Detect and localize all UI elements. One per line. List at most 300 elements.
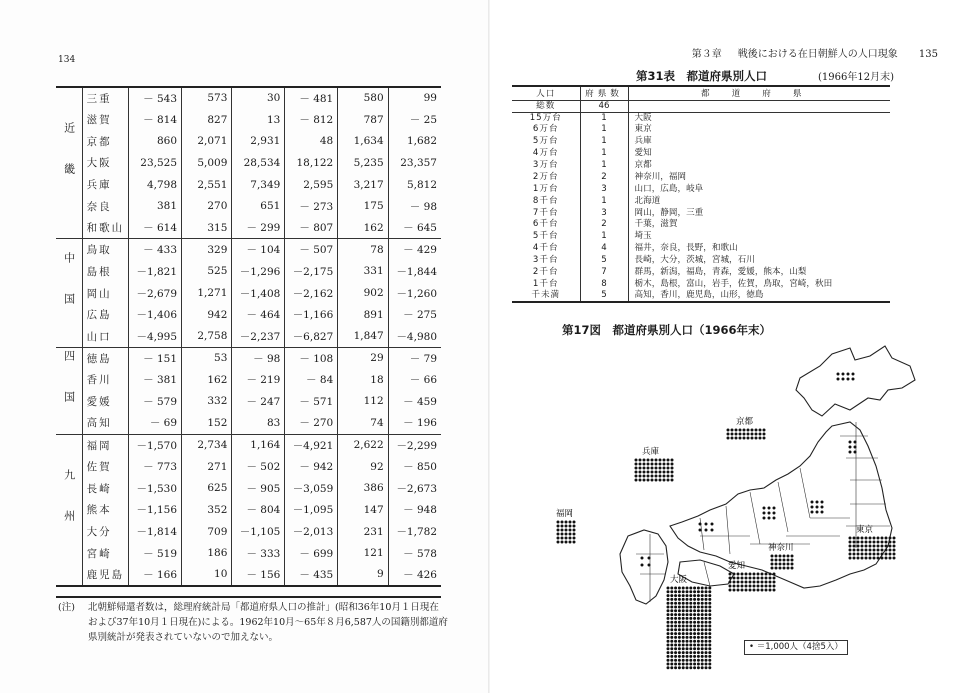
- value-cell: －1,156: [129, 499, 182, 521]
- dot-hyogo: [639, 467, 642, 470]
- chapter-title: 戦後における在日朝鮮人の人口現象: [737, 49, 898, 60]
- dot-aichi: [733, 581, 736, 584]
- dot-fukuoka: [565, 525, 568, 528]
- dot-osaka: [678, 606, 681, 609]
- dot-chugoku: [699, 529, 702, 532]
- dot-aichi: [749, 585, 752, 588]
- dot-gifu: [763, 512, 766, 515]
- dot-hyogo: [651, 459, 654, 462]
- dot-chubu: [811, 501, 814, 504]
- dot-osaka: [689, 594, 692, 597]
- dot-chubu: [821, 501, 824, 504]
- dot-tokyo: [865, 549, 868, 552]
- dot-osaka: [682, 613, 685, 616]
- table-row: [56, 521, 441, 543]
- table31-row: [512, 278, 890, 290]
- value-cell: － 273: [285, 195, 338, 217]
- table-row: [56, 174, 441, 196]
- dot-fukuoka: [557, 541, 560, 544]
- value-cell: －1,814: [129, 521, 182, 543]
- prefecture-cell: 高知: [82, 412, 129, 434]
- dot-kanagawa: [791, 567, 794, 570]
- dot-osaka: [678, 655, 681, 658]
- value-cell: 83: [232, 412, 285, 434]
- dot-fukuoka: [565, 541, 568, 544]
- dot-osaka: [705, 666, 708, 669]
- table31-row: [512, 207, 890, 219]
- dot-osaka: [667, 628, 670, 631]
- value-cell: －4,995: [129, 326, 182, 348]
- note-text: 北朝鮮帰還者数は，総理府統計局「都道府県人口の推計」(昭和36年10月１日現在および37年10月１日現在)による。1962年10月～65年８月6,587人の国籍別都道府県別統計が発表されていないので加えない。: [88, 602, 448, 643]
- dot-osaka: [682, 636, 685, 639]
- dot-tokyo: [849, 553, 852, 556]
- table31-prefs-cell: 群馬，新潟，福島，青森，愛媛，熊本，山梨: [634, 267, 807, 278]
- table-row: [56, 152, 441, 174]
- dot-fukuoka: [573, 525, 576, 528]
- dot-osaka: [686, 632, 689, 635]
- value-cell: 23,357: [400, 156, 437, 169]
- dot-hyogo: [635, 475, 638, 478]
- dot-osaka: [678, 632, 681, 635]
- table31-label-cell: 千未満: [512, 290, 580, 302]
- dot-osaka: [682, 609, 685, 612]
- dot-osaka: [670, 666, 673, 669]
- dot-osaka: [708, 640, 711, 643]
- table31-row: [512, 267, 890, 279]
- dot-tokyo: [861, 537, 864, 540]
- table-row: [56, 109, 441, 131]
- dot-kyoto: [751, 433, 754, 436]
- dot-kanagawa: [791, 563, 794, 566]
- value-cell: 1,682: [406, 135, 437, 148]
- dot-osaka: [689, 606, 692, 609]
- dot-osaka: [674, 613, 677, 616]
- dot-osaka: [667, 617, 670, 620]
- dot-tokyo: [889, 545, 892, 548]
- table-row: [56, 239, 441, 261]
- value-cell: －1,406: [129, 304, 182, 326]
- dot-kanagawa: [787, 555, 790, 558]
- japan-dot-map: [550, 318, 980, 688]
- dot-tokyo: [861, 553, 864, 556]
- table31-prefs-cell: 長崎，大分，茨城，宮城，石川: [634, 255, 755, 266]
- dot-aichi: [773, 585, 776, 588]
- value-cell: 162: [338, 217, 388, 239]
- table31-label-cell: 5万台: [512, 136, 580, 148]
- dot-osaka: [689, 659, 692, 662]
- value-cell: 651: [232, 195, 285, 217]
- prefecture-cell: 福岡: [82, 434, 129, 456]
- dot-hyogo: [671, 479, 674, 482]
- value-cell: － 433: [129, 239, 182, 261]
- dot-osaka: [705, 613, 708, 616]
- dot-kanagawa: [775, 567, 778, 570]
- dot-hyogo: [639, 475, 642, 478]
- prefecture-cell: 宮崎: [82, 542, 129, 564]
- header-population: 人口: [512, 86, 580, 100]
- dot-hyogo: [671, 467, 674, 470]
- dot-tokyo: [889, 549, 892, 552]
- kyushu-outline: [620, 530, 668, 604]
- dot-fukuoka: [573, 541, 576, 544]
- dot-osaka: [670, 602, 673, 605]
- dot-tokyo: [853, 557, 856, 560]
- table-row: [56, 391, 441, 413]
- value-cell: －1,782: [396, 526, 437, 539]
- map-label-osaka: 大阪: [670, 575, 688, 585]
- dot-gifu: [773, 517, 776, 520]
- dot-hyogo: [635, 467, 638, 470]
- prefecture-population-table: [512, 85, 890, 303]
- dot-osaka: [689, 636, 692, 639]
- value-cell: － 108: [285, 347, 338, 369]
- value-cell: 10: [182, 564, 232, 586]
- dot-osaka: [697, 617, 700, 620]
- dot-aichi: [765, 589, 768, 592]
- value-cell: 625: [182, 477, 232, 499]
- dot-osaka: [693, 655, 696, 658]
- value-cell: 942: [182, 304, 232, 326]
- table31-row: [512, 136, 890, 148]
- table31-count-cell: 8: [580, 278, 628, 290]
- dot-osaka: [678, 617, 681, 620]
- dot-osaka: [674, 602, 677, 605]
- dot-fukuoka: [573, 521, 576, 524]
- dot-osaka: [708, 644, 711, 647]
- dot-osaka: [667, 590, 670, 593]
- value-cell: 53: [182, 347, 232, 369]
- dot-osaka: [689, 640, 692, 643]
- dot-osaka: [701, 621, 704, 624]
- value-cell: － 571: [285, 391, 338, 413]
- table-row: [56, 87, 441, 109]
- dot-osaka: [686, 655, 689, 658]
- dot-tokyo: [873, 557, 876, 560]
- dot-kyoto: [735, 433, 738, 436]
- dot-tokyo: [885, 537, 888, 540]
- dot-kyoto: [751, 437, 754, 440]
- value-cell: －2,013: [285, 521, 338, 543]
- dot-fukuoka: [561, 521, 564, 524]
- dot-osaka: [708, 609, 711, 612]
- table31-row: [512, 124, 890, 136]
- value-cell: － 275: [403, 309, 437, 322]
- value-cell: 331: [338, 261, 388, 283]
- value-cell: － 814: [129, 109, 182, 131]
- dot-osaka: [708, 651, 711, 654]
- prefecture-cell: 奈良: [82, 195, 129, 217]
- value-cell: － 507: [285, 239, 338, 261]
- value-cell: 13: [232, 109, 285, 131]
- dot-kanagawa: [791, 555, 794, 558]
- table31-label-cell: 総数: [512, 100, 580, 112]
- dot-osaka: [674, 598, 677, 601]
- dot-kyoto: [731, 433, 734, 436]
- dot-aichi: [737, 589, 740, 592]
- dot-osaka: [708, 617, 711, 620]
- dot-kyoto: [743, 433, 746, 436]
- dot-chugoku: [699, 523, 702, 526]
- dot-osaka: [697, 636, 700, 639]
- dot-hokkaido: [852, 373, 855, 376]
- dot-hyogo: [635, 471, 638, 474]
- dot-osaka: [667, 647, 670, 650]
- dot-osaka: [667, 640, 670, 643]
- dot-osaka: [674, 663, 677, 666]
- dot-aichi: [753, 589, 756, 592]
- dot-kanagawa: [783, 563, 786, 566]
- value-cell: 2,071: [182, 130, 232, 152]
- dot-gifu: [763, 517, 766, 520]
- dot-tokyo: [857, 545, 860, 548]
- dot-osaka: [697, 625, 700, 628]
- dot-osaka: [670, 655, 673, 658]
- dot-osaka: [701, 640, 704, 643]
- prefecture-cell: 鹿児島: [82, 564, 129, 586]
- value-cell: － 519: [129, 542, 182, 564]
- table31-count-cell: 5: [580, 255, 628, 267]
- value-cell: －1,821: [129, 261, 182, 283]
- dot-tokyo: [853, 545, 856, 548]
- prefecture-cell: 山口: [82, 326, 129, 348]
- value-cell: －2,299: [388, 434, 441, 456]
- dot-osaka: [678, 609, 681, 612]
- dot-osaka: [674, 636, 677, 639]
- dot-osaka: [686, 628, 689, 631]
- dot-osaka: [705, 625, 708, 628]
- map-legend: • ＝1,000人（4捨5入）: [744, 640, 848, 655]
- dot-aichi: [773, 581, 776, 584]
- dot-tokyo: [893, 541, 896, 544]
- dot-osaka: [693, 647, 696, 650]
- dot-tokyo: [869, 541, 872, 544]
- dot-osaka: [667, 609, 670, 612]
- dot-osaka: [697, 598, 700, 601]
- header-prefectures: 都道府県: [628, 86, 890, 100]
- value-cell: 787: [338, 109, 388, 131]
- dot-osaka: [678, 598, 681, 601]
- table-row: [56, 499, 441, 521]
- dot-osaka: [689, 666, 692, 669]
- dot-osaka: [689, 590, 692, 593]
- table-row: [56, 217, 441, 239]
- dot-hyogo: [659, 475, 662, 478]
- dot-osaka: [693, 594, 696, 597]
- dot-aichi: [769, 573, 772, 576]
- value-cell: 381: [129, 195, 182, 217]
- dot-tokyo: [889, 557, 892, 560]
- dot-osaka: [678, 651, 681, 654]
- dot-osaka: [667, 655, 670, 658]
- dot-osaka: [686, 663, 689, 666]
- dot-fukuoka: [561, 541, 564, 544]
- dot-osaka: [701, 613, 704, 616]
- prefecture-cell: 大阪: [82, 152, 129, 174]
- dot-gifu: [768, 512, 771, 515]
- dot-tokyo: [893, 549, 896, 552]
- dot-osaka: [682, 647, 685, 650]
- dot-osaka: [667, 613, 670, 616]
- dot-kanagawa: [771, 559, 774, 562]
- dot-tokyo: [885, 553, 888, 556]
- dot-osaka: [686, 651, 689, 654]
- table31-label-cell: 8千台: [512, 195, 580, 207]
- dot-aichi: [749, 581, 752, 584]
- dot-osaka: [689, 621, 692, 624]
- table31-count-cell: 1: [580, 136, 628, 148]
- value-cell: 2,931: [232, 130, 285, 152]
- dot-osaka: [682, 628, 685, 631]
- table31-count-cell: 1: [580, 112, 628, 124]
- value-cell: － 850: [403, 461, 437, 474]
- value-cell: －1,095: [285, 499, 338, 521]
- dot-hyogo: [663, 459, 666, 462]
- dot-osaka: [693, 659, 696, 662]
- value-cell: － 219: [232, 369, 285, 391]
- table-row: [56, 326, 441, 348]
- dot-osaka: [697, 602, 700, 605]
- table-row: [56, 564, 441, 586]
- dot-hyogo: [663, 471, 666, 474]
- dot-osaka: [686, 609, 689, 612]
- dot-tohoku: [854, 441, 857, 444]
- dot-kyoto: [735, 437, 738, 440]
- dot-osaka: [705, 663, 708, 666]
- dot-osaka: [708, 587, 711, 590]
- dot-osaka: [670, 609, 673, 612]
- dot-osaka: [693, 609, 696, 612]
- dot-osaka: [678, 625, 681, 628]
- table31-title: 第31表 都道府県別人口: [636, 69, 768, 83]
- dot-osaka: [705, 602, 708, 605]
- dot-aichi: [753, 577, 756, 580]
- dot-tokyo: [869, 545, 872, 548]
- value-cell: 147: [338, 499, 388, 521]
- table31-label-cell: 6千台: [512, 219, 580, 231]
- table31-prefs-cell: 兵庫: [634, 136, 652, 147]
- dot-tokyo: [885, 545, 888, 548]
- dot-osaka: [693, 606, 696, 609]
- dot-osaka: [670, 628, 673, 631]
- dot-aichi: [753, 585, 756, 588]
- prefecture-cell: 和歌山: [82, 217, 129, 239]
- dot-osaka: [682, 663, 685, 666]
- dot-tokyo: [865, 541, 868, 544]
- table31-row: [512, 231, 890, 243]
- value-cell: － 579: [129, 391, 182, 413]
- table31-row: [512, 112, 890, 124]
- dot-hyogo: [651, 467, 654, 470]
- table31-count-cell: 2: [580, 171, 628, 183]
- dot-tokyo: [861, 545, 864, 548]
- map-label-fukuoka: 福岡: [556, 509, 574, 519]
- value-cell: 860: [129, 130, 182, 152]
- dot-hyogo: [643, 459, 646, 462]
- dot-osaka: [697, 587, 700, 590]
- dot-aichi: [729, 585, 732, 588]
- dot-osaka: [682, 590, 685, 593]
- dot-osaka: [705, 640, 708, 643]
- dot-hyogo: [635, 463, 638, 466]
- dot-osaka: [697, 590, 700, 593]
- page-number-left: 134: [58, 55, 76, 65]
- dot-kanagawa: [783, 567, 786, 570]
- dot-osaka: [697, 640, 700, 643]
- dot-osaka: [693, 628, 696, 631]
- value-cell: － 481: [285, 87, 338, 109]
- dot-kyoto: [755, 437, 758, 440]
- table31-label-cell: 7千台: [512, 207, 580, 219]
- dot-osaka: [689, 617, 692, 620]
- dot-osaka: [686, 659, 689, 662]
- table31-prefs-cell: 千葉，滋賀: [634, 219, 678, 230]
- dot-osaka: [678, 587, 681, 590]
- dot-tokyo: [893, 537, 896, 540]
- prefecture-cell: 島根: [82, 261, 129, 283]
- dot-kanagawa: [771, 563, 774, 566]
- dot-osaka: [708, 625, 711, 628]
- value-cell: － 464: [232, 304, 285, 326]
- dot-hyogo: [663, 475, 666, 478]
- dot-osaka: [678, 647, 681, 650]
- dot-tokyo: [857, 537, 860, 540]
- dot-kanagawa: [775, 563, 778, 566]
- prefecture-cell: 三重: [82, 87, 129, 109]
- dot-aichi: [745, 585, 748, 588]
- dot-hokkaido: [842, 378, 845, 381]
- dot-kyoto: [747, 429, 750, 432]
- dot-tokyo: [889, 537, 892, 540]
- dot-hyogo: [667, 471, 670, 474]
- prefecture-cell: 佐賀: [82, 456, 129, 478]
- dot-osaka: [670, 644, 673, 647]
- value-cell: 4,798: [129, 174, 182, 196]
- dot-hyogo: [655, 471, 658, 474]
- value-cell: 162: [182, 369, 232, 391]
- table-row: [56, 412, 441, 434]
- table-row: [56, 347, 441, 369]
- dot-chubu: [821, 511, 824, 514]
- table31-prefs-cell: 北海道: [634, 195, 661, 206]
- value-cell: － 151: [129, 347, 182, 369]
- chapter-label: 第３章: [691, 49, 722, 60]
- dot-osaka: [693, 621, 696, 624]
- value-cell: － 79: [388, 347, 441, 369]
- dot-fukuoka: [569, 537, 572, 540]
- dot-osaka: [674, 628, 677, 631]
- value-cell: － 543: [129, 87, 182, 109]
- dot-fukuoka: [561, 525, 564, 528]
- dot-osaka: [693, 666, 696, 669]
- dot-hyogo: [635, 479, 638, 482]
- dot-osaka: [701, 663, 704, 666]
- dot-hyogo: [643, 467, 646, 470]
- dot-aichi: [761, 581, 764, 584]
- dot-osaka: [674, 640, 677, 643]
- dot-osaka: [686, 590, 689, 593]
- value-cell: 30: [232, 87, 285, 109]
- dot-osaka: [697, 621, 700, 624]
- dot-osaka: [697, 632, 700, 635]
- dot-hyogo: [667, 467, 670, 470]
- dot-hokkaido: [837, 373, 840, 376]
- value-cell: 186: [182, 542, 232, 564]
- dot-kanagawa: [787, 563, 790, 566]
- value-cell: 2,551: [182, 174, 232, 196]
- dot-gifu: [768, 507, 771, 510]
- map-label-kanagawa: 神奈川: [768, 543, 794, 553]
- dot-chubu: [811, 506, 814, 509]
